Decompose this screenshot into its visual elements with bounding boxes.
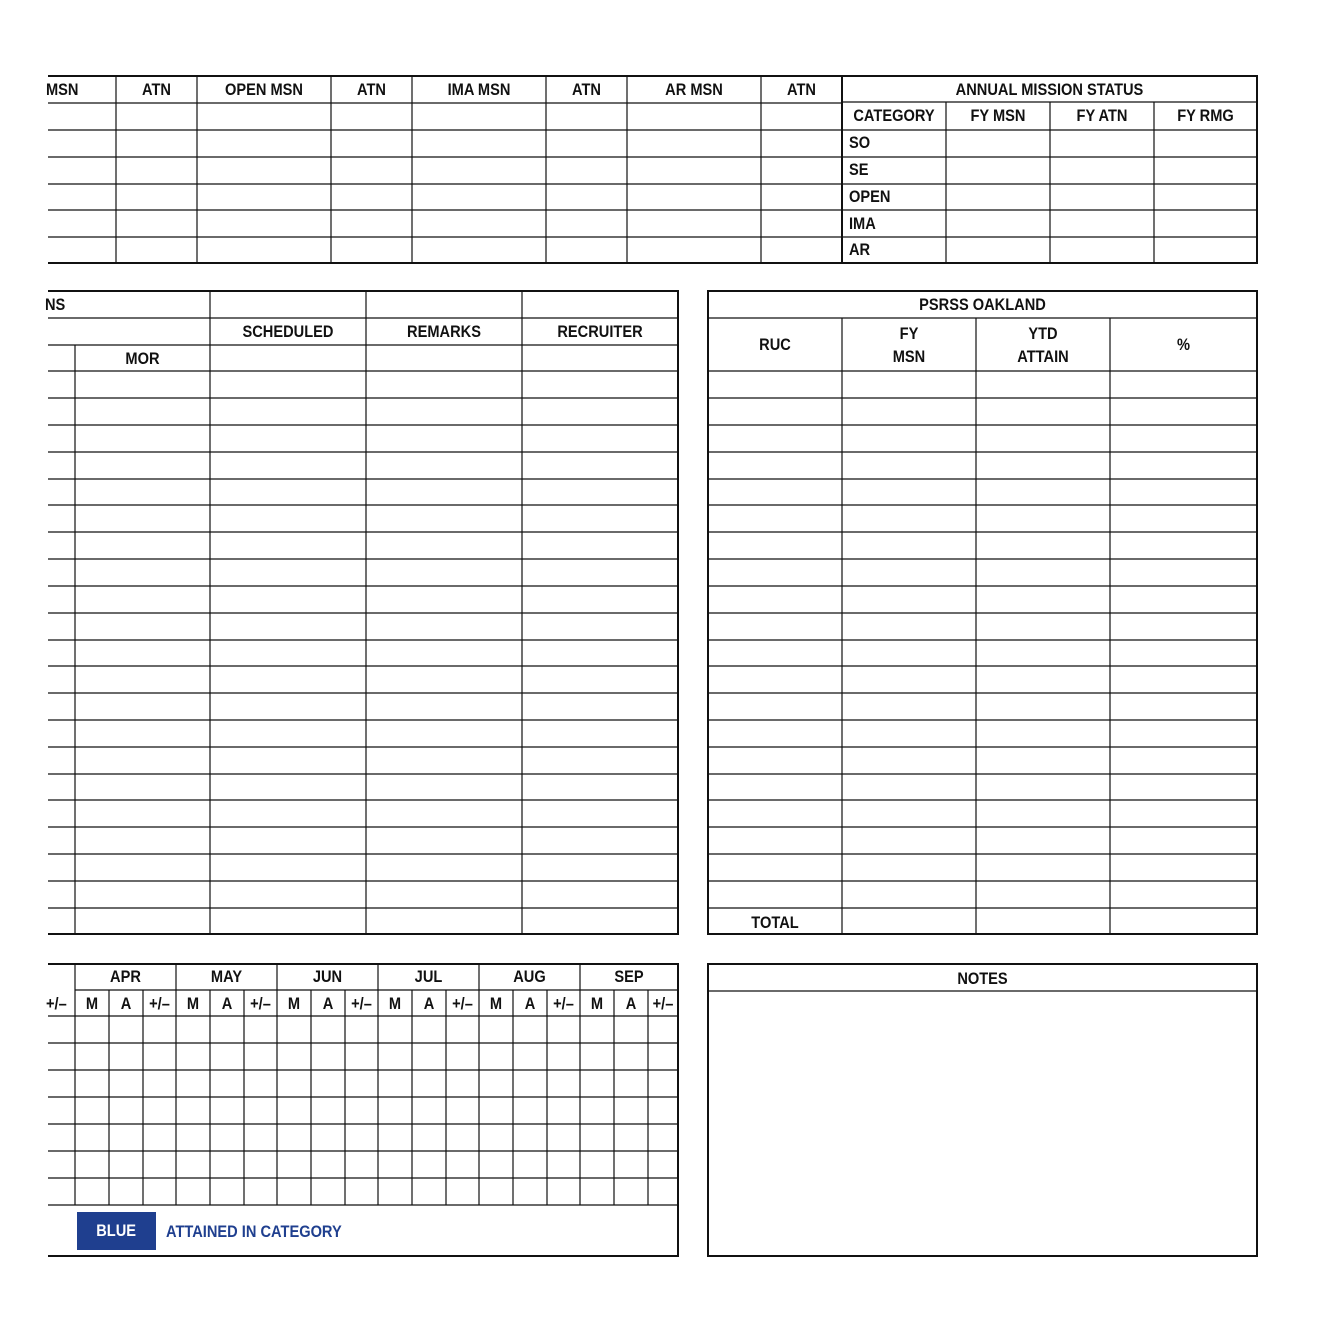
sub-col-a: A: [524, 994, 536, 1013]
col-percent: %: [1176, 335, 1191, 354]
sub-col-a: A: [120, 994, 132, 1013]
total-label: TOTAL: [751, 913, 799, 932]
header-ima-msn: IMA MSN: [447, 80, 511, 99]
col-scheduled: SCHEDULED: [242, 322, 334, 341]
col-fy-atn: FY ATN: [1076, 106, 1128, 125]
sub-col-plus-minus: +/–: [149, 994, 170, 1013]
sub-col-m: M: [287, 994, 301, 1013]
col-ruc: RUC: [759, 335, 791, 354]
sub-col-plus-minus: +/–: [452, 994, 473, 1013]
header-open-msn: OPEN MSN: [225, 80, 303, 99]
col-mor: MOR: [125, 349, 160, 368]
header-ar-msn: AR MSN: [665, 80, 723, 99]
sub-col-plus-minus: +/–: [652, 994, 674, 1013]
month-aug: AUG: [513, 967, 546, 986]
col-ytd-line1: YTD: [1028, 324, 1058, 343]
psrss-title: PSRSS OAKLAND: [919, 295, 1046, 314]
header-msn: MSN: [46, 80, 79, 99]
col-recruiter: RECRUITER: [557, 322, 643, 341]
sub-col-m: M: [388, 994, 402, 1013]
category-se: SE: [849, 160, 869, 179]
col-remarks: REMARKS: [407, 322, 481, 341]
sub-col-m: M: [489, 994, 503, 1013]
sub-col-m: M: [85, 994, 99, 1013]
legend-blue-swatch: [77, 1212, 156, 1250]
sub-col-plus-minus: +/–: [351, 994, 372, 1013]
notes-area[interactable]: [709, 992, 1256, 1256]
notes-title: NOTES: [957, 969, 1008, 988]
header-atn: ATN: [142, 80, 171, 99]
col-fy-line2: MSN: [892, 347, 926, 366]
col-category: CATEGORY: [853, 106, 935, 125]
month-jun: JUN: [312, 967, 343, 986]
header-atn: ATN: [572, 80, 601, 99]
month-sep: SEP: [614, 967, 644, 986]
col-ytd-line2: ATTAIN: [1017, 347, 1069, 366]
col-fy-line1: FY: [899, 324, 919, 343]
category-ar: AR: [849, 240, 871, 259]
legend-swatch-label: BLUE: [96, 1221, 137, 1240]
month-apr: APR: [110, 967, 141, 986]
col-fy-msn: FY MSN: [970, 106, 1026, 125]
sub-col-plus-minus: +/–: [250, 994, 271, 1013]
sub-col-a: A: [625, 994, 637, 1013]
legend-description: ATTAINED IN CATEGORY: [166, 1222, 342, 1241]
sub-col-a: A: [221, 994, 233, 1013]
schedule-left-header: NS: [45, 295, 66, 314]
sub-col-a: A: [423, 994, 435, 1013]
col-fy-rmg: FY RMG: [1177, 106, 1234, 125]
sub-col-plus-minus: +/–: [553, 994, 574, 1013]
sub-col-plus-minus: +/–: [46, 994, 67, 1013]
category-open: OPEN: [849, 187, 891, 206]
annual-status-title: ANNUAL MISSION STATUS: [955, 80, 1144, 99]
month-may: MAY: [210, 967, 243, 986]
header-atn: ATN: [787, 80, 816, 99]
month-jul: JUL: [414, 967, 443, 986]
sub-col-a: A: [322, 994, 334, 1013]
category-so: SO: [849, 133, 871, 152]
category-ima: IMA: [849, 214, 876, 233]
header-atn: ATN: [357, 80, 386, 99]
sub-col-m: M: [186, 994, 200, 1013]
sub-col-m: M: [590, 994, 604, 1013]
